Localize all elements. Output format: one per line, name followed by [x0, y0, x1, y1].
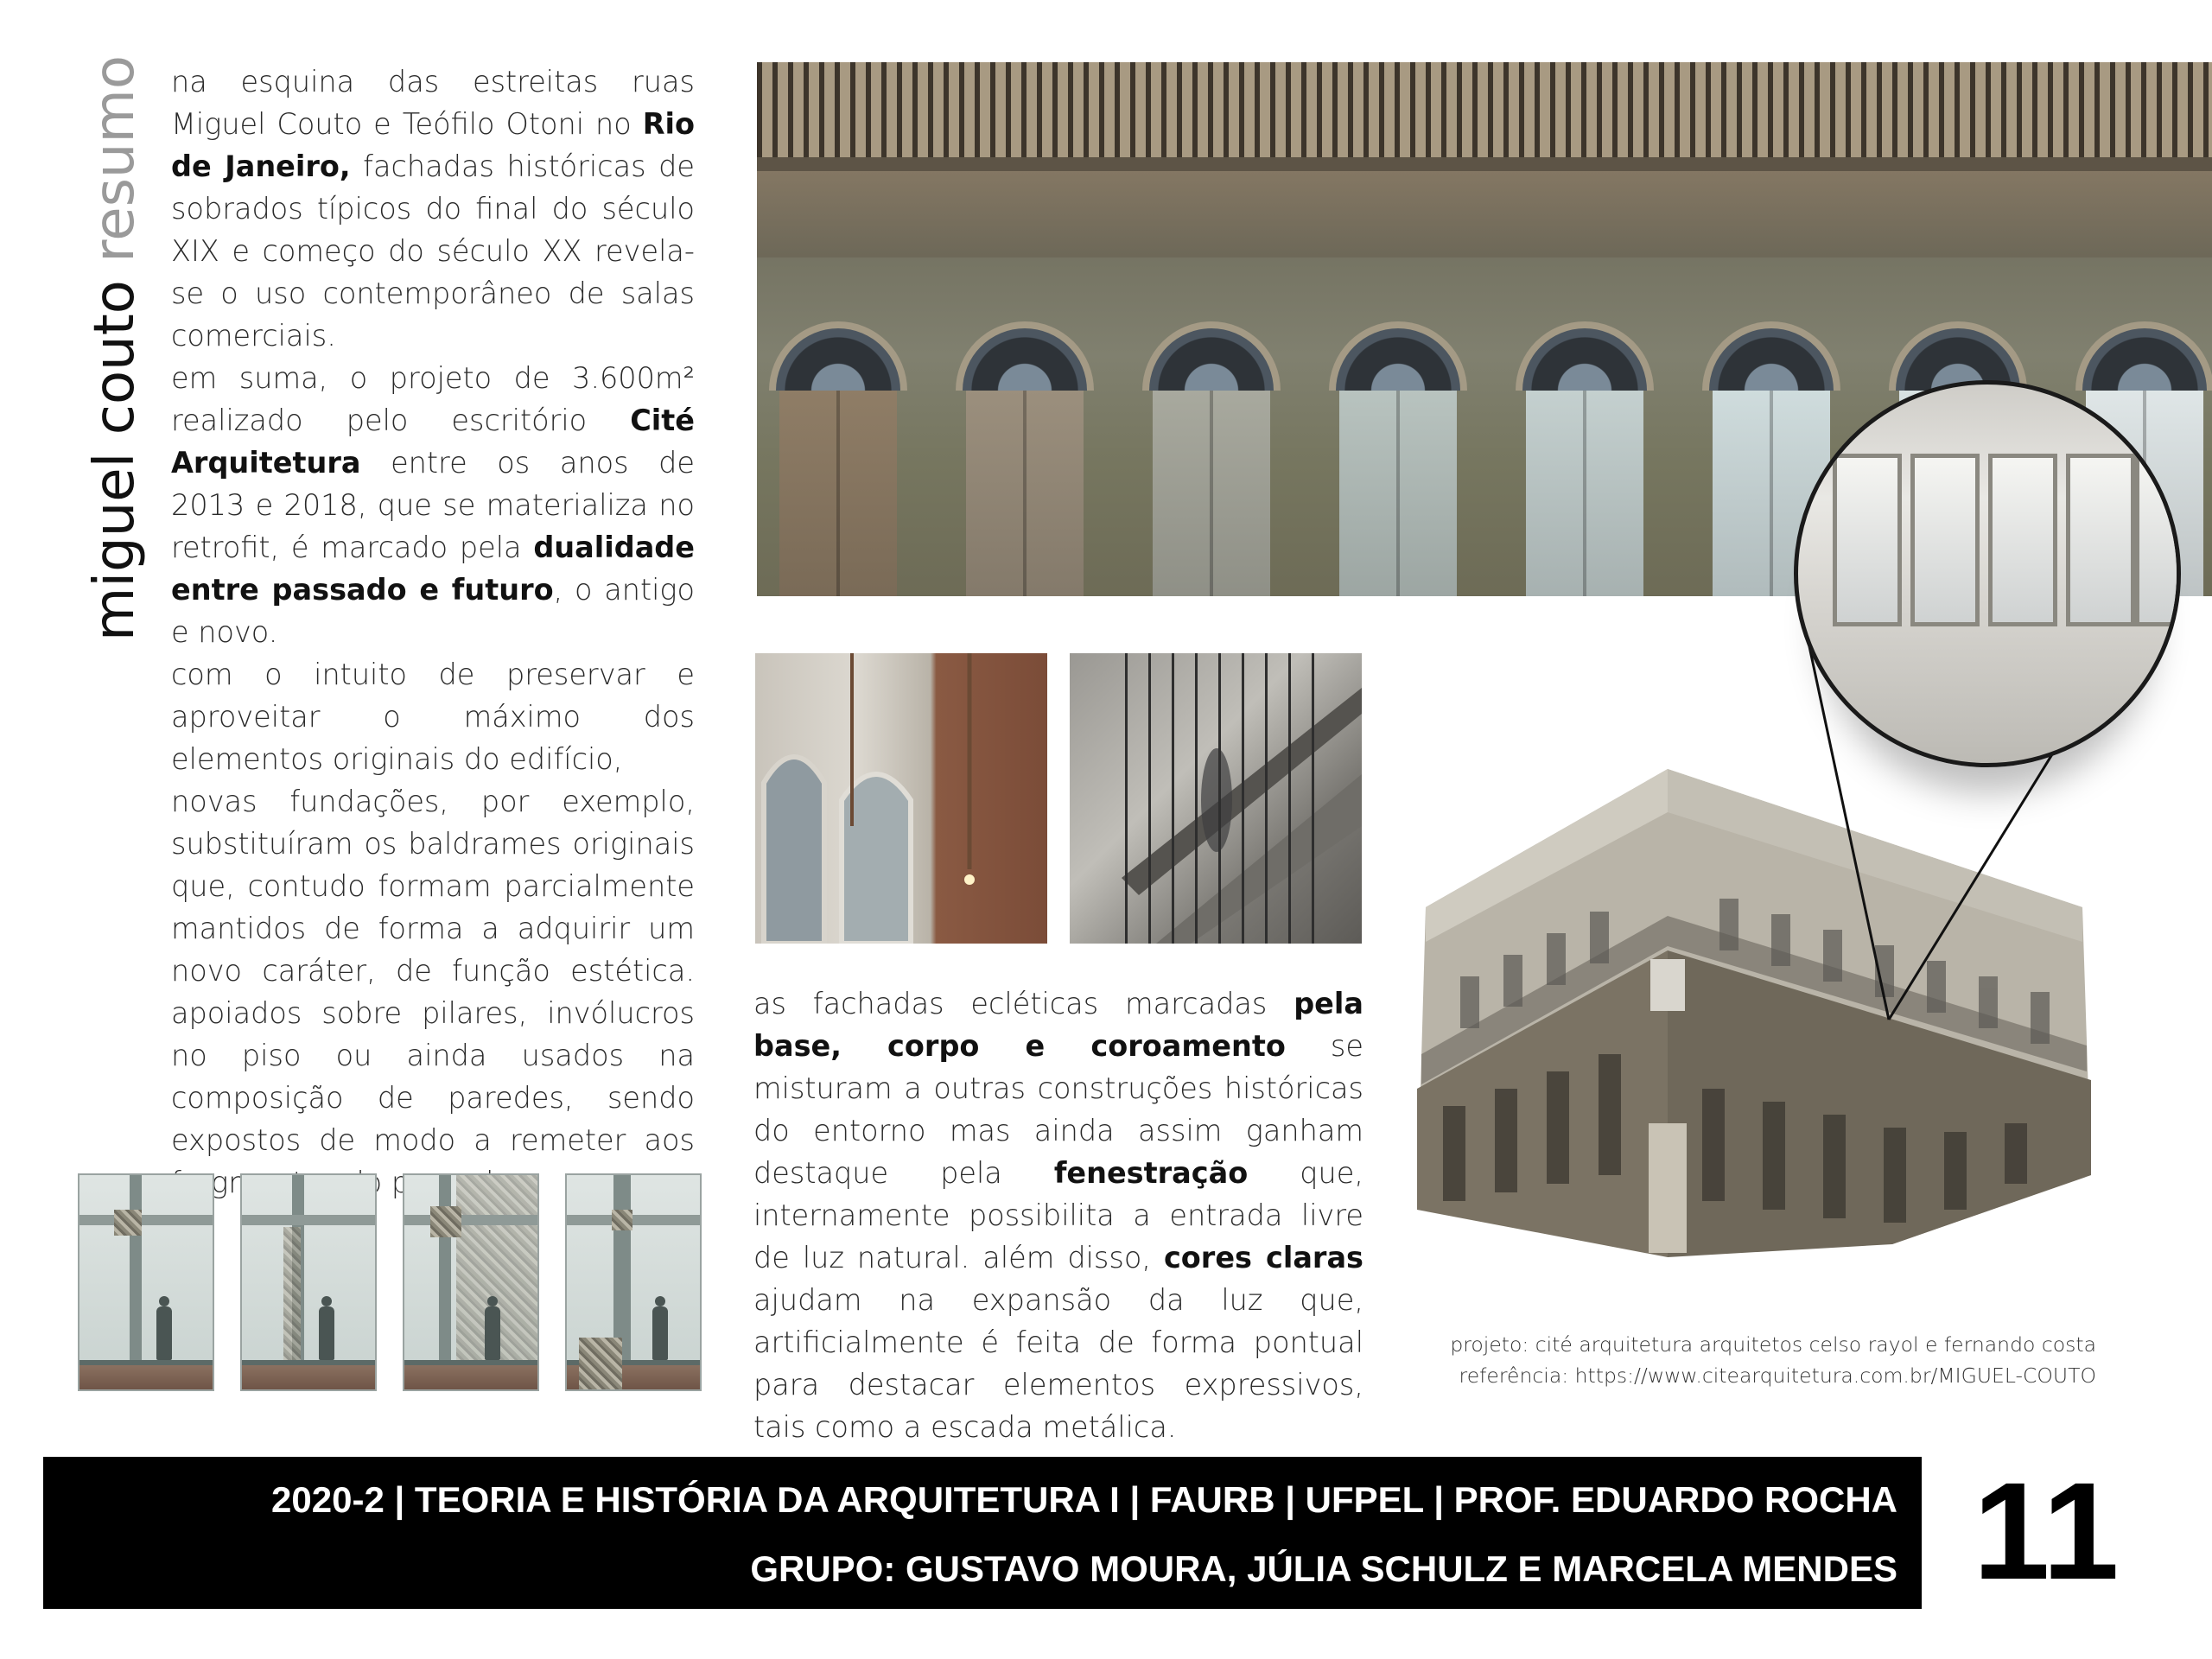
footer-bar: [43, 1457, 1922, 1609]
section-diagram-2: [240, 1173, 377, 1391]
title-sub: resumo: [83, 55, 147, 263]
section-diagram-1: [78, 1173, 214, 1391]
arched-door: [1516, 321, 1654, 596]
text-run: , o antigo e novo.: [171, 573, 695, 649]
section-diagram-4: [565, 1173, 702, 1391]
paragraph: [171, 780, 695, 1204]
text-run: com o intuito de preservar e aproveitar o máximo dos elementos originais do edifício,: [171, 658, 695, 776]
paragraph: [171, 653, 695, 780]
arched-door: [1142, 321, 1281, 596]
cornice: [757, 171, 2212, 257]
highlighted-text: pela base, corpo e coroamento: [753, 987, 1363, 1063]
paragraph: [753, 982, 1363, 1448]
left-text-column: [171, 60, 695, 1204]
text-run: em suma, o projeto de 3.600m² realizado pelo escritório: [171, 361, 695, 437]
text-run: as fachadas ecléticas marcadas: [753, 987, 1294, 1020]
section-diagram-3: [403, 1173, 539, 1391]
paragraph: [171, 60, 695, 357]
highlighted-text: fenestração: [1053, 1156, 1249, 1190]
paragraph: [171, 357, 695, 653]
side-title: [67, 55, 162, 641]
arched-door: [1329, 321, 1467, 596]
middle-text-column: [753, 982, 1363, 1448]
credits-project: projeto: cité arquitetura arquitetos celso rayol e fernando costa: [1450, 1332, 2096, 1357]
project-credits: [1450, 1329, 2096, 1391]
text-run: na esquina das estreitas ruas Miguel Couto e Teófilo Otoni no: [171, 65, 695, 141]
text-run: que, internamente possibilita a entrada livre de luz natural. além disso,: [753, 1156, 1364, 1274]
page-number: 11: [1973, 1453, 2120, 1608]
metal-staircase-photo: [1070, 653, 1362, 944]
zoom-detail-circle: [1794, 380, 2181, 767]
text-run: novas fundações, por exemplo, substituíram os baldrames originais que, contudo formam parcialmente mantidos de forma a adquirir um novo caráter, de função estética. apoiados sobre pilares, invólucros no piso ou ainda usados na composição de paredes, sendo expostos de modo a remeter aos: [171, 785, 695, 1157]
footer-group-line: GRUPO: GUSTAVO MOURA, JÚLIA SCHULZ E MARCELA MENDES: [750, 1548, 1897, 1589]
building-corner-photo: [1408, 760, 2100, 1257]
stair-rods: [1104, 653, 1329, 944]
highlighted-text: Rio de Janeiro,: [171, 107, 695, 183]
text-run: fachadas históricas de sobrados típicos do final do século XIX e começo do século XX revela-se o uso contemporâneo de salas comerciais.: [171, 149, 695, 353]
title-main: miguel couto: [83, 280, 147, 641]
highlighted-text: Cité Arquitetura: [171, 404, 695, 480]
text-run: ajudam na expansão da luz que, artificialmente é feita de forma pontual para destacar elementos expressivos, tais como a escada metálica.: [753, 1283, 1363, 1444]
text-run: se misturam a outras construções históricas do entorno mas ainda assim ganham destaque pela: [753, 1029, 1363, 1190]
balcony-railing: [757, 62, 2212, 171]
highlighted-text: cores claras: [1163, 1241, 1363, 1274]
footer-course-line: 2020-2 | TEORIA E HISTÓRIA DA ARQUITETURA I | FAURB | UFPEL | PROF. EDUARDO ROCHA: [271, 1479, 1897, 1520]
arched-door: [956, 321, 1094, 596]
text-run: entre os anos de 2013 e 2018, que se materializa no retrofit, é marcado pela: [171, 446, 695, 564]
arched-door: [769, 321, 907, 596]
interior-hallway-photo: [755, 653, 1047, 944]
highlighted-text: dualidade entre passado e futuro: [171, 531, 695, 607]
credits-reference: referência: https://www.citearquitetura.com.br/MIGUEL-COUTO: [1459, 1363, 2096, 1388]
